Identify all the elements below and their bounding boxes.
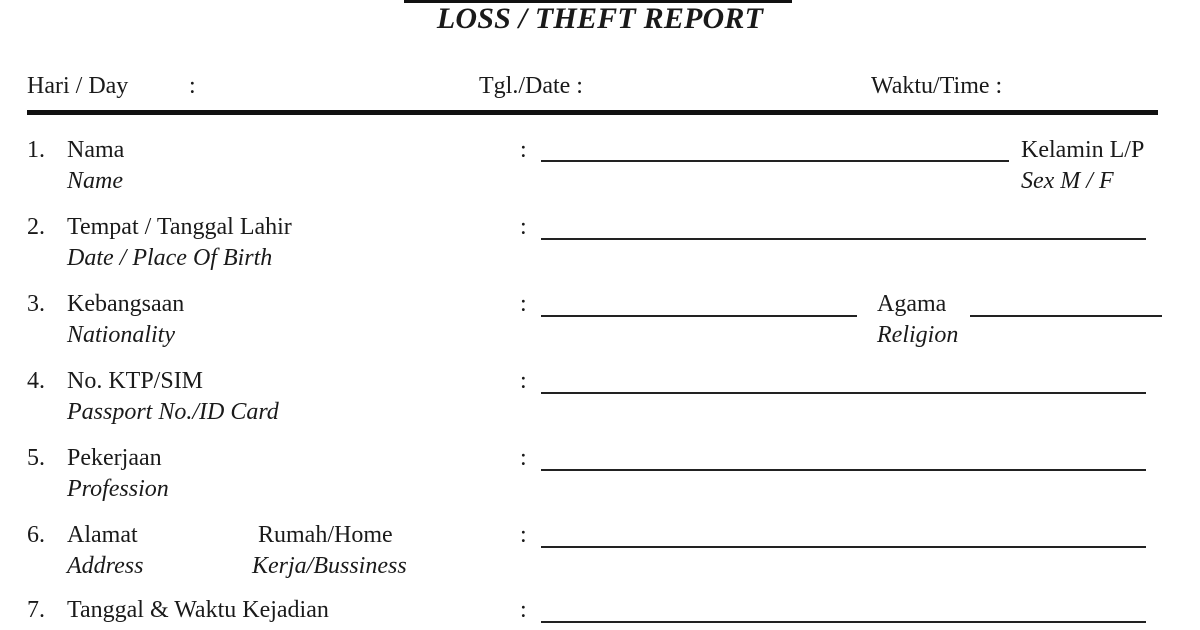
address-entry-line[interactable] (541, 546, 1146, 548)
row-number: 3. (27, 291, 45, 317)
religion-entry-line[interactable] (970, 315, 1162, 317)
birth-entry-line[interactable] (541, 238, 1146, 240)
birth-sublabel: Date / Place Of Birth (67, 245, 273, 271)
row-colon: : (520, 522, 527, 548)
id-entry-line[interactable] (541, 392, 1146, 394)
id-label: No. KTP/SIM (67, 368, 204, 394)
date-label: Tgl./Date : (479, 73, 583, 99)
religion-label: Agama (877, 291, 947, 317)
nationality-entry-line[interactable] (541, 315, 857, 317)
row-colon: : (520, 291, 527, 317)
birth-label: Tempat / Tanggal Lahir (67, 214, 292, 240)
form-title: LOSS / THEFT REPORT (436, 2, 764, 35)
profession-sublabel: Profession (67, 476, 169, 502)
nationality-sublabel: Nationality (67, 322, 175, 348)
row-colon: : (520, 137, 527, 163)
incident-datetime-label: Tanggal & Waktu Kejadian (67, 597, 329, 623)
row-colon: : (520, 445, 527, 471)
address-label: Alamat (67, 522, 138, 548)
row-number: 2. (27, 214, 45, 240)
address-sublabel: Address (67, 553, 144, 579)
row-colon: : (520, 597, 527, 623)
row-colon: : (520, 368, 527, 394)
row-number: 6. (27, 522, 45, 548)
sex-label: Kelamin L/P (1021, 137, 1145, 163)
profession-entry-line[interactable] (541, 469, 1146, 471)
business-address-label: Kerja/Bussiness (252, 553, 407, 579)
religion-sublabel: Religion (877, 322, 959, 348)
row-colon: : (520, 214, 527, 240)
profession-label: Pekerjaan (67, 445, 162, 471)
time-label: Waktu/Time : (871, 73, 1003, 99)
sex-sublabel: Sex M / F (1021, 168, 1114, 194)
row-number: 4. (27, 368, 45, 394)
id-sublabel: Passport No./ID Card (67, 399, 279, 425)
name-entry-line[interactable] (541, 160, 1009, 162)
incident-datetime-entry-line[interactable] (541, 621, 1146, 623)
header-divider (27, 110, 1158, 115)
row-number: 1. (27, 137, 45, 163)
day-colon: : (189, 73, 196, 99)
name-sublabel: Name (67, 168, 123, 194)
row-number: 7. (27, 597, 45, 623)
row-number: 5. (27, 445, 45, 471)
nationality-label: Kebangsaan (67, 291, 185, 317)
home-address-label: Rumah/Home (258, 522, 393, 548)
day-label: Hari / Day (27, 73, 129, 99)
name-label: Nama (67, 137, 125, 163)
